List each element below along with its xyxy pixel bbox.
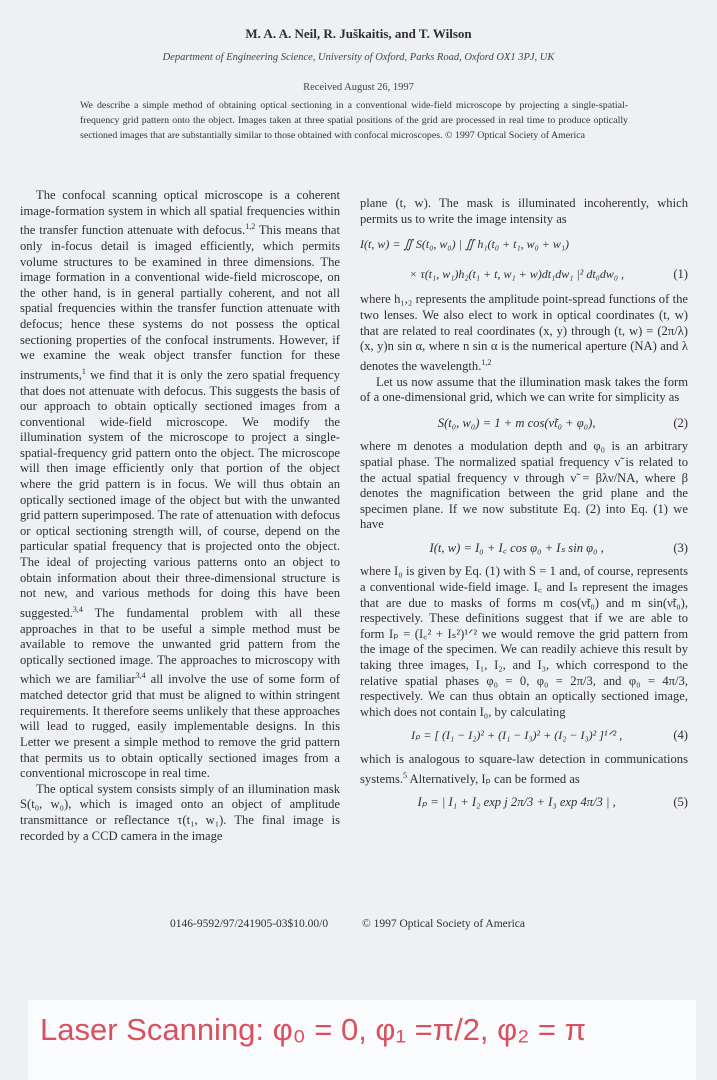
right-column xyxy=(360,196,688,819)
text-span: The fundamental problem with all these approaches in that to be useful a simple method must be available to remove the unwanted grid pattern from the optically sectioned image. The approaches to microscopy with which we are familiar xyxy=(20,606,340,687)
abstract: We describe a simple method of obtaining optical sectioning in a conventional wide-field microscope by projecting a single-spatial-frequency grid pattern onto the object. Images taken at three spatial positions of the grid are processed in real time to produce optically sectioned images that are substantially similar to those obtained with confocal microscopes. © 1997 Optical Society of America xyxy=(80,100,628,141)
left-column xyxy=(20,188,340,844)
equation-number: (3) xyxy=(673,540,688,555)
equation-2-body: S(t₀, w₀) = 1 + m cos(ν̃t₀ + φ₀), xyxy=(437,415,596,430)
equation-2 xyxy=(360,416,688,432)
annotation-text: Laser Scanning: φ₀ = 0, φ₁ =π/2, φ₂ = π xyxy=(40,1012,587,1047)
equation-number: (4) xyxy=(673,728,688,743)
equation-1 xyxy=(360,237,688,253)
equation-number: (1) xyxy=(673,266,688,281)
footer-code: 0146-9592/97/241905-03$10.00/0 xyxy=(170,918,329,930)
citation: 5 xyxy=(403,770,408,780)
equation-1-line-1: I(t, w) = ∬ S(t₀, w₀) | ∬ h₁(t₀ + t₁, w₀ + w₁) xyxy=(360,237,570,252)
equation-number: (2) xyxy=(673,415,688,430)
paragraph-intro xyxy=(20,188,340,782)
equation-5-body: Iₚ = | I₁ + I₂ exp j 2π/3 + I₃ exp 4π/3 | , xyxy=(417,795,616,810)
equation-3 xyxy=(360,541,688,557)
text-span: The confocal scanning optical microscope is a coherent image-formation system in which all spatial frequencies within the transfer function attenuate with defocus. xyxy=(20,188,340,238)
text-span: where h₁,₂ represents the amplitude point-spread functions of the two lenses. We also elect to work in optical coordinates (t, w) that are related to real coordinates (x, y) through (t, w) = (2π/λ)(x, y)n sin α, where n sin α is the numerical aperture (NA) and λ denotes the wavelength. xyxy=(360,292,688,373)
equation-number: (5) xyxy=(673,795,688,810)
paragraph-square-law xyxy=(360,752,688,787)
equation-1-cont xyxy=(360,267,688,283)
paragraph-grid: Let us now assume that the illumination mask takes the form of a one-dimensional grid, which we can write for simplicity as xyxy=(360,374,688,405)
citation: 1,2 xyxy=(245,222,256,232)
citation: 1,2 xyxy=(481,357,492,367)
equation-1-line-2: × τ(t₁, w₁)h₂(t₁ + t, w₁ + w)dt₁dw₁ |² dt₀dw₀ , xyxy=(409,266,625,281)
equation-5 xyxy=(360,795,688,811)
text-span: which is analogous to square-law detection in communications systems. xyxy=(360,752,688,786)
footer-copyright: © 1997 Optical Society of America xyxy=(362,918,525,930)
citation: 3,4 xyxy=(72,604,83,614)
equation-4-body: Iₚ = [ (I₁ − I₂)² + (I₁ − I₃)² + (I₂ − I₃)² ]¹ᐟ² , xyxy=(411,728,623,743)
citation: 1 xyxy=(81,366,86,376)
text-span: Alternatively, Iₚ can be formed as xyxy=(407,771,580,786)
equation-3-body: I(t, w) = I₀ + I꜀ cos φ₀ + Iₛ sin φ₀ , xyxy=(429,540,604,555)
equation-4 xyxy=(360,728,688,744)
citation: 3,4 xyxy=(135,671,146,681)
paragraph-images: where I₀ is given by Eq. (1) with S = 1 and, of course, represents a conventional wide-field image. I꜀ and Iₛ represent the images that are due to masks of forms m cos(ν̃t₀) and m sin(ν̃t₀), respectively. These definitions suggest that if we are able to form Iₚ = (I꜀² + Iₛ²)¹ᐟ² we would remove the grid pattern from the image of the specimen. We can readily achieve this result by taking three images, I₁, I₂, and I₃, which correspond to the relative spatial phases φ₀ = 0, φ₀ = 2π/3, and φ₀ = 4π/3, respectively. We can thus obtain an optically sectioned image, which does not contain I₀, by calculating xyxy=(360,564,688,719)
text-span: we find that it is only the zero spatial frequency that does not attenuate with defocus. This suggests the basis of our approach to obtain optically sectioned images from a conventional wide-field microscope. We modify the illumination system of the microscope to project a single-spatial-frequency grid pattern onto the object. The microscope will then image efficiently only that portion of the object where the grid pattern is in focus. We will thus obtain an optically sectioned image of the object but with the unwanted grid pattern superimposed. The rate of attenuation with defocus or optical sectioning strength will, of course, depend on the particular spatial frequency that is projected onto the object. The ideal of projecting various patterns onto an object to obtain information about their three-dimensional structure is not new, and various methods for doing this have been suggested. xyxy=(20,367,340,620)
paragraph-modulation: where m denotes a modulation depth and φ₀ is an arbitrary spatial phase. The normalized spatial frequency ν̃ is related to the actual spatial frequency ν through ν̃ = βλν/NA, where β denotes the magnification between the grid plane and the specimen plane. If we now substitute Eq. (2) into Eq. (1) we have xyxy=(360,439,688,532)
paragraph-optical-system: The optical system consists simply of an illumination mask S(t₀, w₀), which is imaged onto an object of amplitude transmittance or reflectance τ(t₁, w₁). The final image is recorded by a CCD camera in the image xyxy=(20,781,340,843)
affiliation: Department of Engineering Science, University of Oxford, Parks Road, Oxford OX1 3PJ, UK xyxy=(162,52,555,63)
authors: M. A. A. Neil, R. Juškaitis, and T. Wilson xyxy=(245,26,472,41)
text-span: This means that only in-focus detail is imaged efficiently, which permits volume structures to be examined in three dimensions. The image formation in a conventional wide-field microscope, on the other hand, is in general partially coherent, and not all spatial frequencies within the transfer function attenuate with defocus; hence these systems do not possess the optical sectioning properties of the confocal instruments. However, if we examine the weak object transfer function for these instruments, xyxy=(20,223,340,382)
paragraph-psf xyxy=(360,292,688,374)
text-span: all involve the use of some form of matched detector grid that must be aligned to within stringent requirements. It therefore seems unlikely that these approaches will lead to rugged, easily implementable designs. In this Letter we present a simple method to remove the grid pattern that permits us to obtain optically sectioned images from a conventional microscope in real time. xyxy=(20,672,340,781)
received-date: Received August 26, 1997 xyxy=(303,82,414,93)
paragraph-plane: plane (t, w). The mask is illuminated incoherently, which permits us to write the image intensity as xyxy=(360,196,688,226)
